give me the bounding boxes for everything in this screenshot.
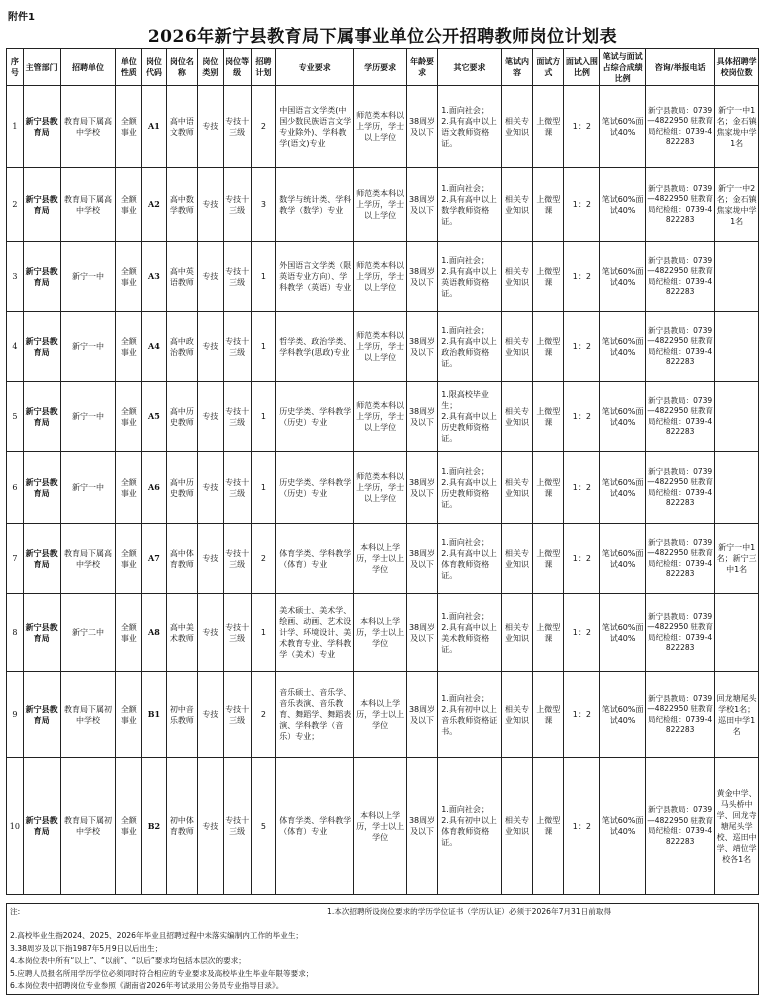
post-level-cell: 专技十三级 xyxy=(223,594,251,672)
row-number-cell: 5 xyxy=(7,382,24,452)
department-cell: 新宁县教育局 xyxy=(23,452,60,524)
notes-box xyxy=(6,903,759,995)
other-requirement-cell: 1.面向社会； 2.具有初中以上音乐教师资格证书。 xyxy=(438,672,502,758)
header-cell: 年龄要求 xyxy=(406,49,437,86)
major-requirement-cell: 音乐硕士、音乐学、音乐表演、音乐教育、舞蹈学、舞蹈表演、学科教学（音乐）专业； xyxy=(276,672,354,758)
note-item: 1.本次招聘所设岗位要求的学历学位证书（学历认证）必须于2026年7月31日前取得 xyxy=(327,907,612,916)
row-number-cell: 10 xyxy=(7,758,24,895)
department-cell: 新宁县教育局 xyxy=(23,242,60,312)
written-exam-content-cell: 相关专业知识 xyxy=(501,452,532,524)
education-requirement-cell: 师范类本科以上学历，学士以上学位 xyxy=(354,312,407,382)
post-category-cell: 专技 xyxy=(198,242,224,312)
school-allocation-cell: 新宁一中1名；新宁三中1名 xyxy=(715,524,759,594)
post-code-cell: A1 xyxy=(142,86,167,168)
post-level-cell: 专技十三级 xyxy=(223,758,251,895)
note-item: 2.高校毕业生指2024、2025、2026年毕业且招聘过程中未落实编制内工作的毕业生； xyxy=(10,931,304,940)
header-cell: 岗位等级 xyxy=(223,49,251,86)
other-requirement-cell: 1.面向社会； 2.具有初中以上体育教师资格证。 xyxy=(438,758,502,895)
interview-ratio-cell: 1：2 xyxy=(564,382,600,452)
age-requirement-cell: 38周岁及以下 xyxy=(406,86,437,168)
header-cell: 咨询/举报电话 xyxy=(646,49,715,86)
interview-method-cell: 上微型课 xyxy=(533,452,564,524)
hiring-quota-cell: 1 xyxy=(251,452,276,524)
age-requirement-cell: 38周岁及以下 xyxy=(406,758,437,895)
score-weight-cell: 笔试60%面试40% xyxy=(600,242,646,312)
hiring-quota-cell: 2 xyxy=(251,86,276,168)
education-requirement-cell: 本科以上学历，学士以上学位 xyxy=(354,672,407,758)
post-category-cell: 专技 xyxy=(198,524,224,594)
post-name-cell: 高中历史教师 xyxy=(166,452,197,524)
interview-ratio-cell: 1：2 xyxy=(564,758,600,895)
written-exam-content-cell: 相关专业知识 xyxy=(501,672,532,758)
unit-nature-cell: 全额事业 xyxy=(116,524,142,594)
hiring-quota-cell: 3 xyxy=(251,168,276,242)
hiring-quota-cell: 1 xyxy=(251,312,276,382)
score-weight-cell: 笔试60%面试40% xyxy=(600,524,646,594)
education-requirement-cell: 本科以上学历，学士以上学位 xyxy=(354,758,407,895)
post-level-cell: 专技十三级 xyxy=(223,382,251,452)
header-cell: 笔试内容 xyxy=(501,49,532,86)
education-requirement-cell: 师范类本科以上学历，学士以上学位 xyxy=(354,382,407,452)
other-requirement-cell: 1.面向社会； 2.具有高中以上体育教师资格证。 xyxy=(438,524,502,594)
post-code-cell: B2 xyxy=(142,758,167,895)
post-level-cell: 专技十三级 xyxy=(223,86,251,168)
row-number-cell: 9 xyxy=(7,672,24,758)
post-category-cell: 专技 xyxy=(198,594,224,672)
interview-ratio-cell: 1：2 xyxy=(564,594,600,672)
post-level-cell: 专技十三级 xyxy=(223,168,251,242)
unit-nature-cell: 全额事业 xyxy=(116,672,142,758)
other-requirement-cell: 1.面向社会； 2.具有高中以上语文教师资格证。 xyxy=(438,86,502,168)
post-level-cell: 专技十三级 xyxy=(223,242,251,312)
header-cell: 面试入围比例 xyxy=(564,49,600,86)
school-allocation-cell: 新宁一中2名；金石镇焦家垅中学1名 xyxy=(715,168,759,242)
table-row xyxy=(7,672,759,758)
age-requirement-cell: 38周岁及以下 xyxy=(406,382,437,452)
post-name-cell: 高中数学教师 xyxy=(166,168,197,242)
unit-nature-cell: 全额事业 xyxy=(116,452,142,524)
table-row xyxy=(7,594,759,672)
header-cell: 学历要求 xyxy=(354,49,407,86)
header-cell: 岗位类别 xyxy=(198,49,224,86)
table-row xyxy=(7,168,759,242)
score-weight-cell: 笔试60%面试40% xyxy=(600,594,646,672)
written-exam-content-cell: 相关专业知识 xyxy=(501,594,532,672)
department-cell: 新宁县教育局 xyxy=(23,382,60,452)
post-name-cell: 高中语文教师 xyxy=(166,86,197,168)
major-requirement-cell: 数学与统计类、学科教学（数学）专业 xyxy=(276,168,354,242)
department-cell: 新宁县教育局 xyxy=(23,168,60,242)
age-requirement-cell: 38周岁及以下 xyxy=(406,594,437,672)
major-requirement-cell: 历史学类、学科教学（历史）专业 xyxy=(276,452,354,524)
annex-label: 附件1 xyxy=(8,12,35,23)
hiring-unit-cell: 新宁一中 xyxy=(60,312,116,382)
notes-label: 注: xyxy=(10,907,21,916)
interview-method-cell: 上微型课 xyxy=(533,168,564,242)
hiring-unit-cell: 新宁二中 xyxy=(60,594,116,672)
row-number-cell: 3 xyxy=(7,242,24,312)
hiring-unit-cell: 教育局下属高中学校 xyxy=(60,524,116,594)
school-allocation-cell: 回龙塘尾头学校1名；巡田中学1名 xyxy=(715,672,759,758)
major-requirement-cell: 体育学类、学科教学（体育）专业 xyxy=(276,758,354,895)
score-weight-cell: 笔试60%面试40% xyxy=(600,672,646,758)
interview-method-cell: 上微型课 xyxy=(533,86,564,168)
contact-phone-cell: 新宁县教局：0739—4822950 驻教育局纪检组：0739-4822283 xyxy=(646,312,715,382)
post-category-cell: 专技 xyxy=(198,672,224,758)
hiring-unit-cell: 教育局下属初中学校 xyxy=(60,758,116,895)
hiring-unit-cell: 教育局下属初中学校 xyxy=(60,672,116,758)
table-row xyxy=(7,312,759,382)
score-weight-cell: 笔试60%面试40% xyxy=(600,452,646,524)
post-category-cell: 专技 xyxy=(198,758,224,895)
education-requirement-cell: 本科以上学历，学士以上学位 xyxy=(354,594,407,672)
post-code-cell: A4 xyxy=(142,312,167,382)
header-cell: 其它要求 xyxy=(438,49,502,86)
written-exam-content-cell: 相关专业知识 xyxy=(501,382,532,452)
header-cell: 笔试与面试占综合成绩比例 xyxy=(600,49,646,86)
contact-phone-cell: 新宁县教局：0739—4822950 驻教育局纪检组：0739-4822283 xyxy=(646,86,715,168)
contact-phone-cell: 新宁县教局：0739—4822950 驻教育局纪检组：0739-4822283 xyxy=(646,242,715,312)
table-row xyxy=(7,452,759,524)
education-requirement-cell: 师范类本科以上学历，学士以上学位 xyxy=(354,168,407,242)
post-name-cell: 高中英语教师 xyxy=(166,242,197,312)
note-item: 5.应聘人员报名所用学历学位必须同时符合相应的专业要求及高校毕业生毕业年限等要求； xyxy=(10,968,314,978)
post-code-cell: A2 xyxy=(142,168,167,242)
interview-ratio-cell: 1：2 xyxy=(564,672,600,758)
age-requirement-cell: 38周岁及以下 xyxy=(406,672,437,758)
major-requirement-cell: 外国语言文学类（限英语专业方向）、学科教学（英语）专业 xyxy=(276,242,354,312)
row-number-cell: 2 xyxy=(7,168,24,242)
interview-method-cell: 上微型课 xyxy=(533,594,564,672)
hiring-unit-cell: 教育局下属高中学校 xyxy=(60,168,116,242)
contact-phone-cell: 新宁县教局：0739—4822950 驻教育局纪检组：0739-4822283 xyxy=(646,452,715,524)
row-number-cell: 6 xyxy=(7,452,24,524)
header-cell: 专业要求 xyxy=(276,49,354,86)
notes-list xyxy=(10,930,313,993)
other-requirement-cell: 1.面向社会； 2.具有高中以上历史教师资格证。 xyxy=(438,452,502,524)
score-weight-cell: 笔试60%面试40% xyxy=(600,168,646,242)
interview-ratio-cell: 1：2 xyxy=(564,452,600,524)
department-cell: 新宁县教育局 xyxy=(23,86,60,168)
department-cell: 新宁县教育局 xyxy=(23,312,60,382)
written-exam-content-cell: 相关专业知识 xyxy=(501,86,532,168)
post-code-cell: A7 xyxy=(142,524,167,594)
interview-ratio-cell: 1：2 xyxy=(564,86,600,168)
contact-phone-cell: 新宁县教局：0739—4822950 驻教育局纪检组：0739-4822283 xyxy=(646,672,715,758)
education-requirement-cell: 师范类本科以上学历，学士以上学位 xyxy=(354,452,407,524)
post-level-cell: 专技十三级 xyxy=(223,312,251,382)
header-cell: 具体招聘学校岗位数 xyxy=(715,49,759,86)
score-weight-cell: 笔试60%面试40% xyxy=(600,86,646,168)
hiring-quota-cell: 2 xyxy=(251,672,276,758)
header-cell: 岗位代码 xyxy=(142,49,167,86)
written-exam-content-cell: 相关专业知识 xyxy=(501,524,532,594)
other-requirement-cell: 1.限高校毕业生； 2.具有高中以上历史教师资格证。 xyxy=(438,382,502,452)
hiring-unit-cell: 教育局下属高中学校 xyxy=(60,86,116,168)
post-code-cell: A6 xyxy=(142,452,167,524)
other-requirement-cell: 1.面向社会； 2.具有高中以上政治教师资格证。 xyxy=(438,312,502,382)
table-row xyxy=(7,758,759,895)
major-requirement-cell: 体育学类、学科教学（体育）专业 xyxy=(276,524,354,594)
table-body xyxy=(7,86,759,895)
table-header-row xyxy=(7,49,759,86)
contact-phone-cell: 新宁县教局：0739—4822950 驻教育局纪检组：0739-4822283 xyxy=(646,594,715,672)
post-name-cell: 初中体育教师 xyxy=(166,758,197,895)
post-code-cell: A5 xyxy=(142,382,167,452)
post-name-cell: 高中历史教师 xyxy=(166,382,197,452)
post-category-cell: 专技 xyxy=(198,312,224,382)
written-exam-content-cell: 相关专业知识 xyxy=(501,242,532,312)
post-category-cell: 专技 xyxy=(198,86,224,168)
unit-nature-cell: 全额事业 xyxy=(116,242,142,312)
age-requirement-cell: 38周岁及以下 xyxy=(406,242,437,312)
row-number-cell: 8 xyxy=(7,594,24,672)
department-cell: 新宁县教育局 xyxy=(23,758,60,895)
post-code-cell: B1 xyxy=(142,672,167,758)
recruitment-plan-table xyxy=(6,48,759,895)
department-cell: 新宁县教育局 xyxy=(23,594,60,672)
school-allocation-cell: 黄金中学、马头桥中学、回龙寺塘尾头学校、巡田中学、靖位学校各1名 xyxy=(715,758,759,895)
post-category-cell: 专技 xyxy=(198,168,224,242)
age-requirement-cell: 38周岁及以下 xyxy=(406,452,437,524)
written-exam-content-cell: 相关专业知识 xyxy=(501,758,532,895)
education-requirement-cell: 师范类本科以上学历，学士以上学位 xyxy=(354,86,407,168)
header-cell: 单位性质 xyxy=(116,49,142,86)
other-requirement-cell: 1.面向社会； 2.具有高中以上数学教师资格证。 xyxy=(438,168,502,242)
post-level-cell: 专技十三级 xyxy=(223,524,251,594)
major-requirement-cell: 中国语言文学类(中国少数民族语言文学专业除外)、学科教学(语文)专业 xyxy=(276,86,354,168)
major-requirement-cell: 美术硕士、美术学、绘画、动画、艺术设计学、环境设计、美术教育专业、学科教学（美术）专业 xyxy=(276,594,354,672)
interview-method-cell: 上微型课 xyxy=(533,672,564,758)
row-number-cell: 1 xyxy=(7,86,24,168)
note-item: 4.本岗位表中所有“以上”、“以前”、“以后”要求均包括本层次的要求； xyxy=(10,956,246,965)
school-allocation-cell xyxy=(715,382,759,452)
header-cell: 岗位名称 xyxy=(166,49,197,86)
major-requirement-cell: 哲学类、政治学类、学科教学(思政)专业 xyxy=(276,312,354,382)
hiring-unit-cell: 新宁一中 xyxy=(60,242,116,312)
education-requirement-cell: 师范类本科以上学历，学士以上学位 xyxy=(354,242,407,312)
hiring-quota-cell: 5 xyxy=(251,758,276,895)
page-title: 2026年新宁县教育局下属事业单位公开招聘教师岗位计划表 xyxy=(147,27,618,47)
score-weight-cell: 笔试60%面试40% xyxy=(600,382,646,452)
school-allocation-cell xyxy=(715,312,759,382)
school-allocation-cell xyxy=(715,242,759,312)
table-row xyxy=(7,86,759,168)
post-name-cell: 初中音乐教师 xyxy=(166,672,197,758)
interview-method-cell: 上微型课 xyxy=(533,524,564,594)
department-cell: 新宁县教育局 xyxy=(23,672,60,758)
hiring-quota-cell: 2 xyxy=(251,524,276,594)
hiring-quota-cell: 1 xyxy=(251,594,276,672)
note-item: 6.本岗位表中招聘岗位专业参照《湖南省2026年考试录用公务员专业指导目录》。 xyxy=(10,981,284,990)
interview-method-cell: 上微型课 xyxy=(533,242,564,312)
unit-nature-cell: 全额事业 xyxy=(116,758,142,895)
major-requirement-cell: 历史学类、学科教学（历史）专业 xyxy=(276,382,354,452)
contact-phone-cell: 新宁县教局：0739—4822950 驻教育局纪检组：0739-4822283 xyxy=(646,758,715,895)
unit-nature-cell: 全额事业 xyxy=(116,594,142,672)
other-requirement-cell: 1.面向社会； 2.具有高中以上美术教师资格证。 xyxy=(438,594,502,672)
age-requirement-cell: 38周岁及以下 xyxy=(406,312,437,382)
header-cell: 招聘单位 xyxy=(60,49,116,86)
table-row xyxy=(7,382,759,452)
unit-nature-cell: 全额事业 xyxy=(116,168,142,242)
post-code-cell: A3 xyxy=(142,242,167,312)
interview-ratio-cell: 1：2 xyxy=(564,242,600,312)
note-item: 3.38周岁及以下指1987年5月9日以后出生； xyxy=(10,943,163,953)
contact-phone-cell: 新宁县教局：0739—4822950 驻教育局纪检组：0739-4822283 xyxy=(646,524,715,594)
unit-nature-cell: 全额事业 xyxy=(116,86,142,168)
post-name-cell: 高中美术教师 xyxy=(166,594,197,672)
other-requirement-cell: 1.面向社会； 2.具有高中以上英语教师资格证。 xyxy=(438,242,502,312)
hiring-unit-cell: 新宁一中 xyxy=(60,452,116,524)
row-number-cell: 4 xyxy=(7,312,24,382)
age-requirement-cell: 38周岁及以下 xyxy=(406,168,437,242)
written-exam-content-cell: 相关专业知识 xyxy=(501,312,532,382)
post-level-cell: 专技十三级 xyxy=(223,452,251,524)
hiring-quota-cell: 1 xyxy=(251,242,276,312)
unit-nature-cell: 全额事业 xyxy=(116,312,142,382)
header-cell: 主管部门 xyxy=(23,49,60,86)
interview-method-cell: 上微型课 xyxy=(533,382,564,452)
education-requirement-cell: 本科以上学历，学士以上学位 xyxy=(354,524,407,594)
contact-phone-cell: 新宁县教局：0739—4822950 驻教育局纪检组：0739-4822283 xyxy=(646,382,715,452)
unit-nature-cell: 全额事业 xyxy=(116,382,142,452)
score-weight-cell: 笔试60%面试40% xyxy=(600,758,646,895)
header-cell: 序号 xyxy=(7,49,24,86)
interview-method-cell: 上微型课 xyxy=(533,312,564,382)
post-level-cell: 专技十三级 xyxy=(223,672,251,758)
school-allocation-cell xyxy=(715,452,759,524)
table-row xyxy=(7,524,759,594)
post-category-cell: 专技 xyxy=(198,452,224,524)
score-weight-cell: 笔试60%面试40% xyxy=(600,312,646,382)
header-cell: 面试方式 xyxy=(533,49,564,86)
post-name-cell: 高中政治教师 xyxy=(166,312,197,382)
table-row xyxy=(7,242,759,312)
written-exam-content-cell: 相关专业知识 xyxy=(501,168,532,242)
interview-ratio-cell: 1：2 xyxy=(564,524,600,594)
hiring-quota-cell: 1 xyxy=(251,382,276,452)
interview-method-cell: 上微型课 xyxy=(533,758,564,895)
department-cell: 新宁县教育局 xyxy=(23,524,60,594)
contact-phone-cell: 新宁县教局：0739—4822950 驻教育局纪检组：0739-4822283 xyxy=(646,168,715,242)
school-allocation-cell xyxy=(715,594,759,672)
interview-ratio-cell: 1：2 xyxy=(564,312,600,382)
post-category-cell: 专技 xyxy=(198,382,224,452)
header-cell: 招聘计划 xyxy=(251,49,276,86)
age-requirement-cell: 38周岁及以下 xyxy=(406,524,437,594)
school-allocation-cell: 新宁一中1名；金石镇焦家垅中学1名 xyxy=(715,86,759,168)
post-name-cell: 高中体育教师 xyxy=(166,524,197,594)
row-number-cell: 7 xyxy=(7,524,24,594)
post-code-cell: A8 xyxy=(142,594,167,672)
hiring-unit-cell: 新宁一中 xyxy=(60,382,116,452)
interview-ratio-cell: 1：2 xyxy=(564,168,600,242)
